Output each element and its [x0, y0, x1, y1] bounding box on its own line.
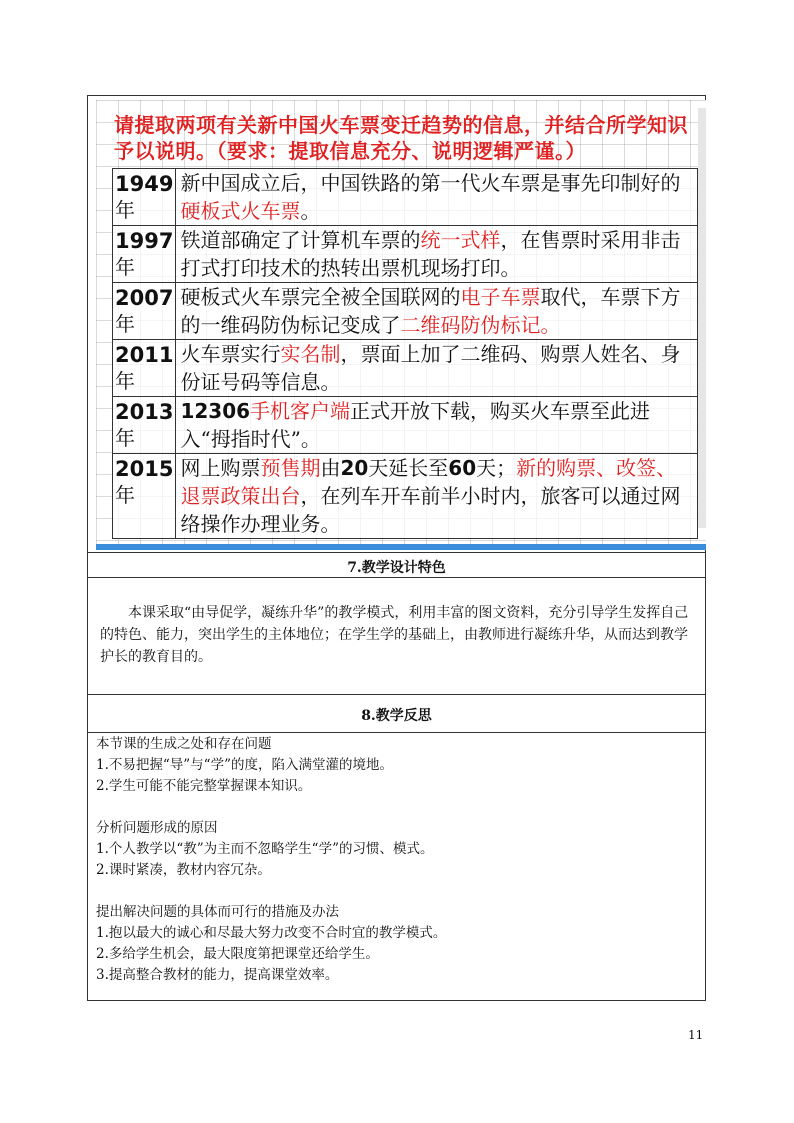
list-item: 3.提高整合教材的能力，提高课堂效率。 — [96, 967, 339, 983]
timeline-year — [113, 340, 176, 397]
list-item: 1.不易把握“导”与“学”的度，陷入满堂灌的境地。 — [96, 757, 393, 773]
timeline-row — [113, 226, 698, 283]
year-suffix: 年 — [115, 483, 135, 507]
list-item: 2.学生可能不能完整掌握课本知识。 — [96, 778, 312, 794]
row-divider — [88, 732, 705, 733]
highlight-text: 电子车票 — [460, 285, 541, 309]
timeline-year — [113, 169, 176, 226]
timeline-description — [176, 169, 698, 226]
description-text: 由 — [320, 456, 341, 480]
timeline-year — [113, 283, 176, 340]
section-7-body: 本课采取“由导促学，凝练升华”的教学模式，利用丰富的图文资料，充分引导学生发挥自己的特色、能力，突出学生的主体地位；在学生学的基础上，由教师进行凝练升华，从而达到教学护长的教育目的。 — [100, 605, 689, 665]
highlight-text: 手机客户端 — [250, 399, 351, 423]
highlight-text: 统一式样 — [420, 228, 501, 252]
description-text: 硬板式火车票完全被全国联网的 — [180, 285, 461, 309]
highlight-text: 硬板式火车票 — [180, 199, 301, 223]
description-text: ，在售票时采用非击打式打印技术的热转出票机现场打印。 — [180, 228, 681, 280]
slide-bottom-bar — [96, 544, 706, 550]
row-divider — [88, 577, 705, 578]
timeline-description — [176, 454, 698, 539]
list-item: 2.课时紧凑，教材内容冗杂。 — [96, 862, 271, 878]
description-text: 火车票实行 — [180, 342, 281, 366]
timeline-row — [113, 397, 698, 454]
group-heading: 本节课的生成之处和存在问题 — [96, 736, 272, 752]
description-text: 。 — [300, 199, 321, 223]
year-suffix: 年 — [115, 369, 135, 393]
description-text: 取代，车票下方的一维码防伪标记变成了 — [180, 285, 681, 337]
timeline-row — [113, 169, 698, 226]
row-divider — [88, 552, 705, 553]
timeline-row — [113, 340, 698, 397]
year-number: 2011 — [115, 343, 174, 367]
row-divider — [88, 694, 705, 695]
description-text: 12306 — [180, 399, 251, 423]
year-suffix: 年 — [115, 255, 135, 279]
section-8-title: 8.教学反思 — [361, 708, 432, 724]
description-text: 天； — [476, 456, 517, 480]
list-item: 1.个人教学以“教”为主而不忽略学生“学”的习惯、模式。 — [96, 841, 434, 857]
year-number: 1997 — [115, 229, 174, 253]
highlight-text: 预售期 — [260, 456, 321, 480]
description-text: 铁道部确定了计算机车票的 — [180, 228, 421, 252]
year-number: 2013 — [115, 400, 174, 424]
year-number: 2007 — [115, 286, 174, 310]
description-text: ，在列车开车前半小时内，旅客可以通过网络操作办理业务。 — [180, 484, 681, 536]
description-text: 网上购票 — [180, 456, 261, 480]
timeline-table — [112, 168, 698, 539]
section-7-title: 7.教学设计特色 — [347, 560, 446, 576]
description-text: 天延长至 — [368, 456, 449, 480]
description-text: 新中国成立后，中国铁路的第一代火车票是事先印制好的 — [180, 171, 681, 195]
highlight-text: 新的购票、改签、退票政策出台 — [180, 456, 677, 508]
description-text: 正式开放下载，购买火车票至此进入“拇指时代”。 — [180, 399, 651, 451]
highlight-text: 二维码防伪标记。 — [400, 313, 561, 337]
timeline-description — [176, 397, 698, 454]
slide-question: 请提取两项有关新中国火车票变迁趋势的信息，并结合所学知识予以说明。（要求：提取信息充分、说明逻辑严谨。） — [114, 113, 688, 163]
year-suffix: 年 — [115, 426, 135, 450]
timeline-description — [176, 340, 698, 397]
year-number: 1949 — [115, 172, 174, 196]
highlight-text: 实名制 — [280, 342, 341, 366]
timeline-row — [113, 454, 698, 539]
timeline-row — [113, 283, 698, 340]
slide-decoration — [698, 108, 706, 528]
timeline-description — [176, 226, 698, 283]
description-text: 60 — [448, 456, 477, 480]
description-text: ，票面上加了二维码、购票人姓名、身份证号码等信息。 — [180, 342, 681, 394]
timeline-description — [176, 283, 698, 340]
year-suffix: 年 — [115, 198, 135, 222]
group-heading: 分析问题形成的原因 — [96, 820, 218, 836]
section-8-body — [96, 734, 696, 986]
description-text: 20 — [340, 456, 369, 480]
document-table — [87, 95, 706, 1001]
year-suffix: 年 — [115, 312, 135, 336]
list-item: 2.多给学生机会，最大限度第把课堂还给学生。 — [96, 946, 379, 962]
timeline-year — [113, 397, 176, 454]
list-item: 1.抱以最大的诚心和尽最大努力改变不合时宜的教学模式。 — [96, 925, 447, 941]
page-number: 11 — [688, 1028, 704, 1042]
year-number: 2015 — [115, 457, 174, 481]
slide-image — [96, 100, 706, 550]
timeline-year — [113, 226, 176, 283]
timeline-year — [113, 454, 176, 539]
group-heading: 提出解决问题的具体而可行的措施及办法 — [96, 904, 339, 920]
